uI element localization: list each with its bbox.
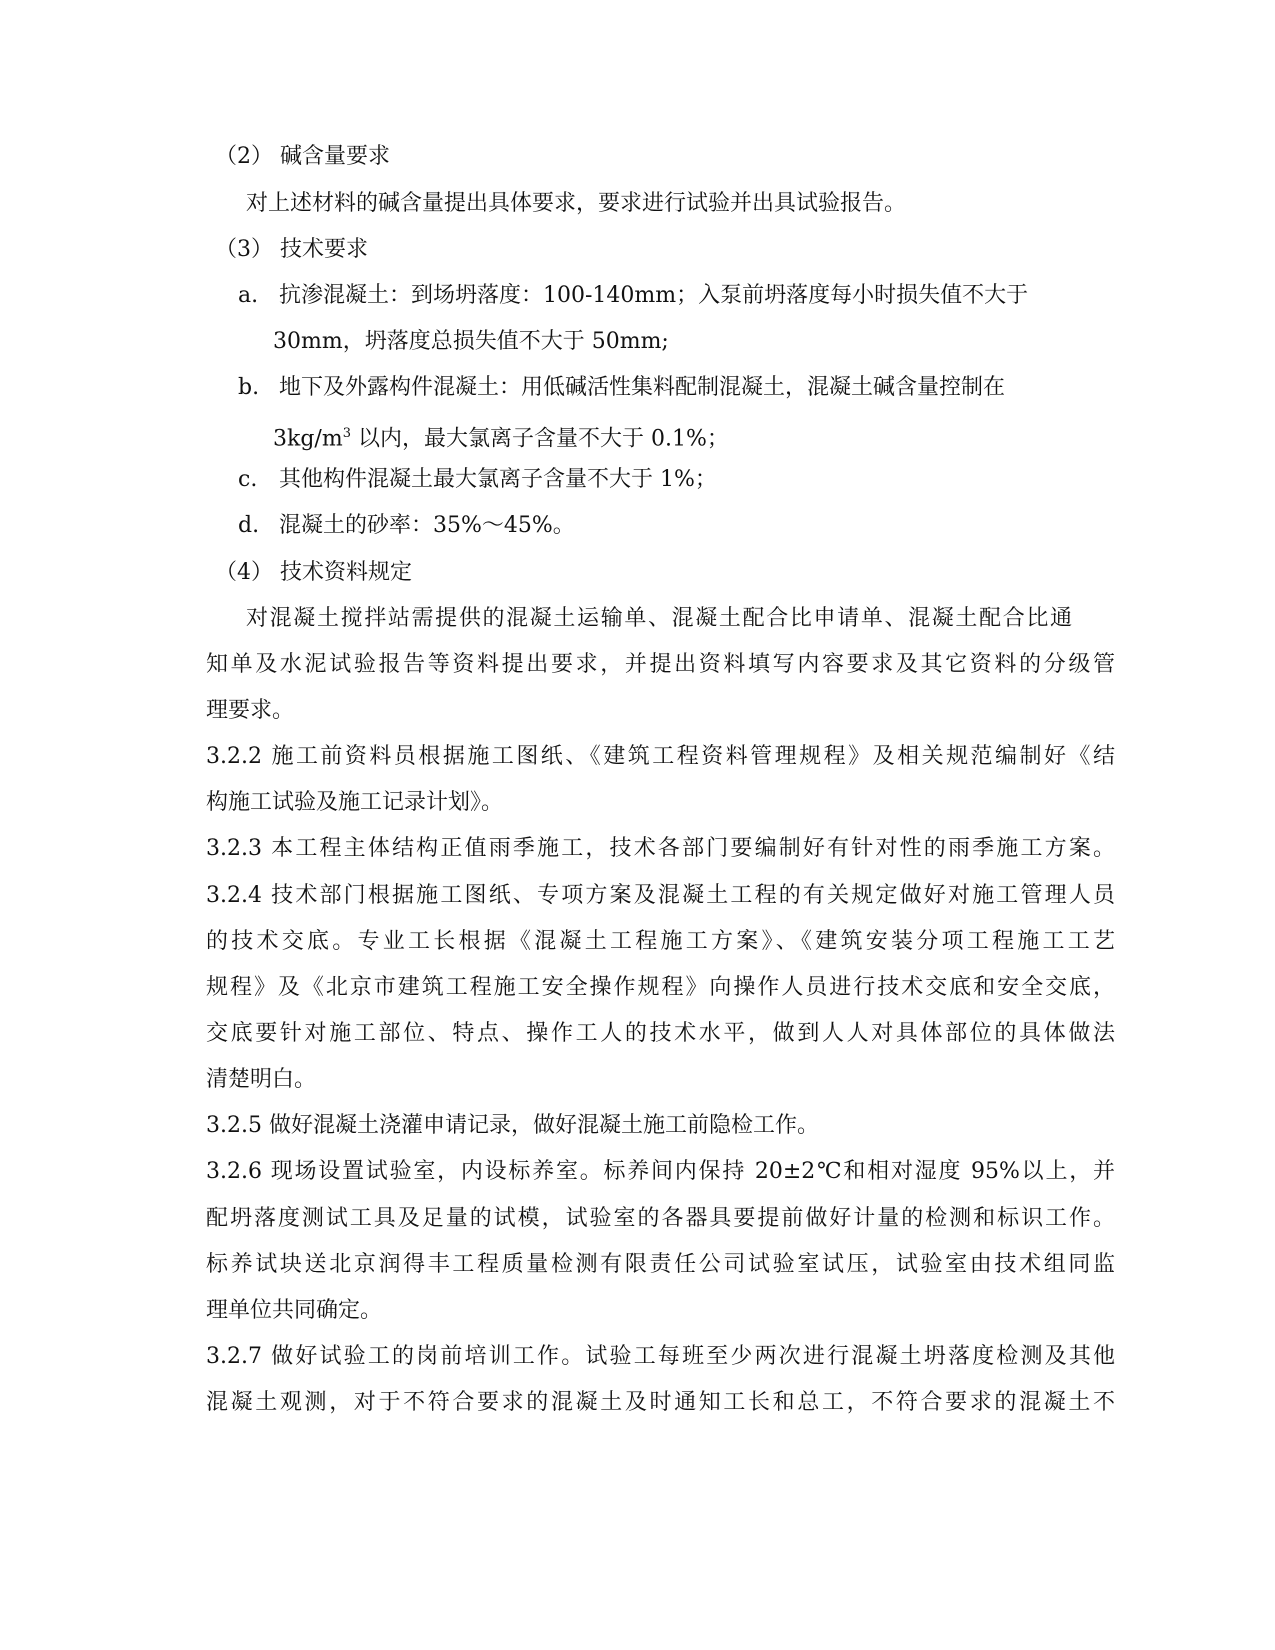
list-text: 地下及外露构件混凝土：用低碱活性集料配制混凝土，混凝土碱含量控制在 [279,375,1006,400]
list-item-d [238,502,575,550]
paragraph-line: 对混凝土搅拌站需提供的混凝土运输单、混凝土配合比申请单、混凝土配合比通 [246,606,1072,631]
list-item-c [238,456,717,504]
list-text: 其他构件混凝土最大氯离子含量不大于 1%； [279,467,717,492]
paragraph-alkali: 对上述材料的碱含量提出具体要求，要求进行试验并出具试验报告。 [246,191,907,216]
list-marker: d. [238,513,260,538]
list-text: 抗渗混凝土：到场坍落度：100-140mm；入泵前坍落度每小时损失值不大于 [279,283,1029,308]
list-text: 混凝土的砂率：35%～45%。 [279,513,575,538]
superscript: 3 [342,426,351,441]
section-3-2-2: 3.2.2 施工前资料员根据施工图纸、《建筑工程资料管理规程》及相关规范编制好《结 [206,744,1115,769]
heading-alkali: （2） 碱含量要求 [215,144,390,169]
section-3-2-5: 3.2.5 做好混凝土浇灌申请记录，做好混凝土施工前隐检工作。 [206,1113,819,1138]
list-marker: b. [238,375,260,400]
paragraph-line: 知单及水泥试验报告等资料提出要求，并提出资料填写内容要求及其它资料的分级管 [206,652,1115,677]
section-3-2-2-cont: 构施工试验及施工记录计划》。 [206,790,504,815]
heading-tech-requirements: （3） 技术要求 [215,237,368,262]
heading-tech-documents: （4） 技术资料规定 [215,560,412,585]
text: 3kg/m [273,426,343,452]
list-item-a-cont: 30mm，坍落度总损失值不大于 50mm; [273,329,669,354]
section-3-2-7-cont: 混凝土观测，对于不符合要求的混凝土及时通知工长和总工，不符合要求的混凝土不 [206,1390,1115,1415]
list-item-a [238,272,1028,320]
section-3-2-7: 3.2.7 做好试验工的岗前培训工作。试验工每班至少两次进行混凝土坍落度检测及其他 [206,1344,1115,1369]
section-3-2-3: 3.2.3 本工程主体结构正值雨季施工，技术各部门要编制好有针对性的雨季施工方案。 [206,836,1115,861]
text: 以内，最大氯离子含量不大于 0.1%； [350,426,729,452]
section-3-2-4-cont: 的技术交底。专业工长根据《混凝土工程施工方案》、《建筑安装分项工程施工工艺 [206,929,1115,954]
list-item-b-cont [273,410,729,458]
list-marker: c. [238,467,258,492]
section-3-2-6-cont: 配坍落度测试工具及足量的试模，试验室的各器具要提前做好计量的检测和标识工作。 [206,1206,1115,1231]
list-marker: a. [238,283,259,308]
section-3-2-6-cont: 标养试块送北京润得丰工程质量检测有限责任公司试验室试压，试验室由技术组同监 [206,1252,1115,1277]
section-3-2-6-cont: 理单位共同确定。 [206,1298,383,1323]
list-item-b [238,364,1005,412]
section-3-2-4: 3.2.4 技术部门根据施工图纸、专项方案及混凝土工程的有关规定做好对施工管理人员 [206,883,1115,908]
section-3-2-4-cont: 规程》及《北京市建筑工程施工安全操作规程》向操作人员进行技术交底和安全交底， [206,975,1115,1000]
paragraph-line: 理要求。 [206,698,295,723]
section-3-2-6: 3.2.6 现场设置试验室，内设标养室。标养间内保持 20±2℃和相对湿度 95%以上，并 [206,1159,1115,1184]
section-3-2-4-cont: 清楚明白。 [206,1067,317,1092]
section-3-2-4-cont: 交底要针对施工部位、特点、操作工人的技术水平，做到人人对具体部位的具体做法 [206,1021,1115,1046]
